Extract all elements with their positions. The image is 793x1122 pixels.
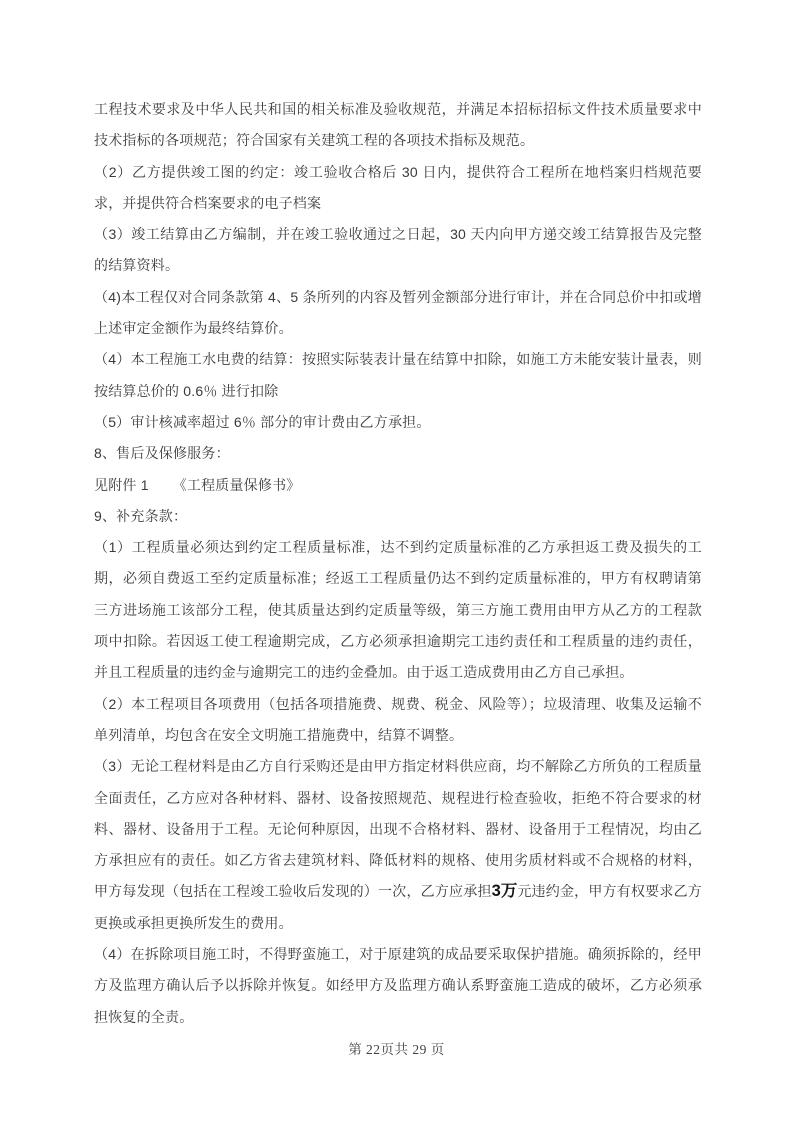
para-item4-utilities-fee: （4）本工程施工水电费的结算：按照实际装表计量在结算中扣除，如施工方未能安装计量表，则按结算总价的 0.6％ 进行扣除 [94, 351, 702, 399]
para-supp1-quality: （1）工程质量必须达到约定工程质量标准，达不到约定质量标准的乙方承担返工费及损失的工期，必须自费返工至约定质量标准；经返工工程质量仍达不到约定质量标准的，甲方有权聘请第三方进场施工该部分工程，使其质量达到约定质量等级，第三方施工费用由甲方从乙方的工程款项中扣除。若因返工使工程逾期完成，乙方必须承担逾期完工违约责任和工程质量的违约责任，并且工程质量的违约金与逾期完工的违约金叠加。由于返工造成费用由乙方自己承担。 [94, 539, 702, 681]
para-item2-asbuilt-drawings: （2）乙方提供竣工图的约定：竣工验收合格后 30 日内，提供符合工程所在地档案归档规范要求，并提供符合档案要求的电子档案 [94, 163, 702, 211]
attachment-book-title: 《工程质量保修书》 [172, 476, 301, 493]
para-supp2-fees: （2）本工程项目各项费用（包括各项措施费、规费、税金、风险等）；垃圾清理、收集及运输不单列清单，均包含在安全文明施工措施费中，结算不调整。 [94, 695, 702, 743]
attachment-label: 见附件 1 [94, 476, 149, 493]
para-attachment-warranty [94, 470, 702, 501]
contract-text-block [94, 94, 702, 1033]
para-supp3-materials [94, 751, 702, 939]
para-item3-settlement: （3）竣工结算由乙方编制，并在竣工验收通过之日起，30 天内向甲方递交竣工结算报告及完整的结算资料。 [94, 226, 702, 274]
page-number-footer: 第 22页共 29 页 [348, 1042, 445, 1057]
para-item5-audit-fee: （5）审计核减率超过 6％ 部分的审计费由乙方承担。 [94, 413, 431, 430]
para-continued-standards: 工程技术要求及中华人民共和国的相关标准及验收规范，并满足本招标招标文件技术质量要求中技术指标的各项规范；符合国家有关建筑工程的各项技术指标及规范。 [94, 101, 702, 149]
para-item4-audit: （4)本工程仅对合同条款第 4、5 条所列的内容及暂列金额部分进行审计，并在合同总价中扣或增上述审定金额作为最终结算价。 [94, 288, 702, 337]
materials-text-before: （3）无论工程材料是由乙方自行采购还是由甲方指定材料供应商，均不解除乙方所负的工程质量全面责任，乙方应对各种材料、器材、设备按照规范、规程进行检查验收，拒绝不符合要求的材料、器材、设备用于工程。无论何种原因，出现不合格材料、器材、设备用于工程情况，均由乙方承担应有的责任。如乙方省去建筑材料、降低材料的规格、使用劣质材料或不合规格的材料，甲方每发现（包括在工程竣工验收后发现的）一次，乙方应承担 [94, 758, 702, 900]
heading-aftersales-warranty: 8、售后及保修服务： [94, 445, 230, 462]
materials-text-after: 元违约金，甲方有权要求乙方更换或承担更换所发生的费用。 [94, 883, 702, 931]
heading-supplementary-clauses: 9、补充条款： [94, 507, 188, 524]
para-supp4-demolition: （4）在拆除项目施工时，不得野蛮施工，对于原建筑的成品要采取保护措施。确须拆除的，经甲方及监理方确认后予以拆除并恢复。如经甲方及监理方确认系野蛮施工造成的破坏，乙方必须承担恢复的全责。 [94, 946, 702, 1025]
penalty-amount: 3万 [491, 882, 518, 901]
